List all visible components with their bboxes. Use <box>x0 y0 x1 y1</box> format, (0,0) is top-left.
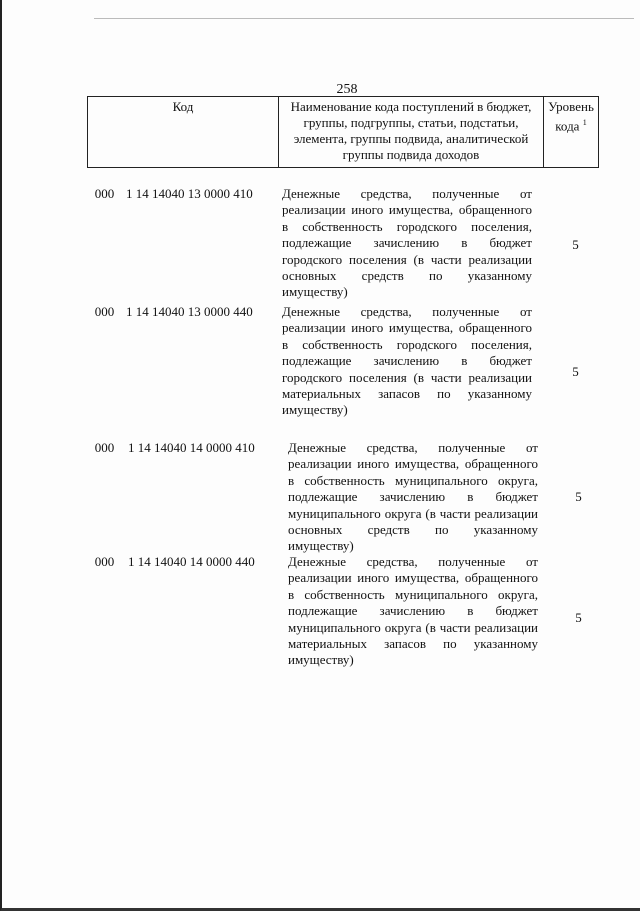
header-level <box>544 97 599 168</box>
admin-code: 000 <box>94 440 115 455</box>
table-row <box>87 186 599 304</box>
admin-code: 000 <box>94 304 115 319</box>
header-level-label: Уровень кода <box>548 99 594 134</box>
admin-code: 000 <box>94 554 115 569</box>
income-name: Денежные средства, полученные от реализации иного имущества, обращенного в собственность городского поселения, подлежащие зачислению в бюджет городского поселения (в части реализации основных средств по указанному имуществу) <box>282 186 532 300</box>
income-code-list <box>87 186 599 682</box>
header-code: Код <box>88 97 279 168</box>
income-code: 1 14 14040 14 0000 440 <box>128 554 255 569</box>
income-name: Денежные средства, полученные от реализации иного имущества, обращенного в собственность муниципального округа, подлежащие зачислению в бюджет муниципального округа (в части реализации материальных запасов по указанному имуществу) <box>288 554 538 668</box>
income-code: 1 14 14040 13 0000 410 <box>126 186 253 201</box>
admin-code: 000 <box>94 186 115 201</box>
code-level: 5 <box>572 236 579 252</box>
income-code: 1 14 14040 13 0000 440 <box>126 304 253 319</box>
income-name: Денежные средства, полученные от реализации иного имущества, обращенного в собственность городского поселения, подлежащие зачислению в бюджет городского поселения (в части реализации материальных запасов по указанному имуществу) <box>282 304 532 418</box>
table-header <box>87 96 599 168</box>
code-level: 5 <box>572 363 579 379</box>
income-name: Денежные средства, полученные от реализации иного имущества, обращенного в собственность муниципального округа, подлежащие зачислению в бюджет муниципального округа (в части реализации основных средств по указанному имуществу) <box>288 440 538 554</box>
code-level: 5 <box>575 609 582 625</box>
header-name: Наименование кода поступлений в бюджет, группы, подгруппы, статьи, подстатьи, элемента, группы подвида, аналитической группы подвида доходов <box>279 97 544 168</box>
income-code: 1 14 14040 14 0000 410 <box>128 440 255 455</box>
table-row <box>87 304 599 440</box>
table-row <box>87 554 599 682</box>
header-level-footnote: 1 <box>582 118 587 127</box>
page-number: 258 <box>336 82 358 97</box>
code-level: 5 <box>575 488 582 504</box>
page-top-edge <box>94 18 634 19</box>
table-row <box>87 440 599 554</box>
